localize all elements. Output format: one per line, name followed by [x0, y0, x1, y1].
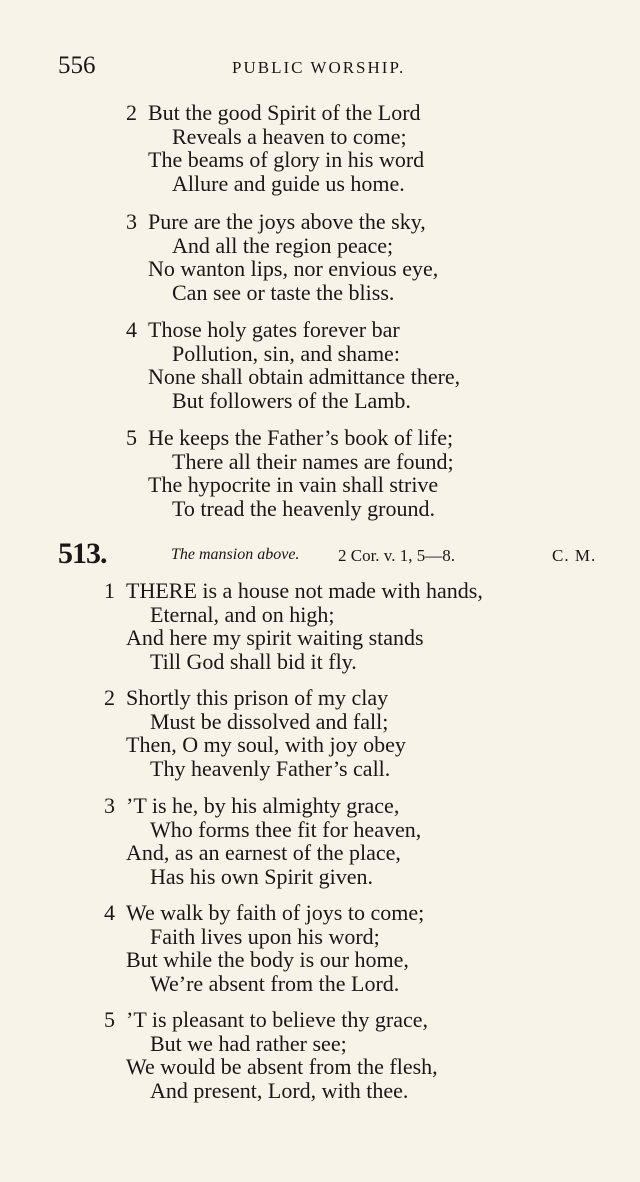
stanza-number: 5: [126, 425, 137, 450]
hymn-number: 513.: [58, 537, 107, 570]
verse-line: We would be absent from the flesh,: [126, 1054, 438, 1079]
verse-line: Till God shall bid it fly.: [150, 648, 357, 674]
verse-line: Faith lives upon his word;: [150, 923, 380, 949]
verse-line: And here my spirit waiting stands: [126, 625, 424, 650]
verse-line: None shall obtain admittance there,: [148, 364, 461, 389]
stanza: [104, 901, 424, 995]
verse-line: 5 He keeps the Father’s book of life;: [126, 425, 454, 450]
stanza: [104, 1008, 438, 1102]
verse-line: 3 ’T is he, by his almighty grace,: [104, 793, 400, 818]
stanza-number: 2: [126, 100, 137, 125]
verse-line: 3 Pure are the joys above the sky,: [126, 209, 426, 234]
verse-line: No wanton lips, nor envious eye,: [148, 256, 439, 281]
verse-line: Reveals a heaven to come;: [172, 123, 407, 149]
verse-line: And all the region peace;: [172, 232, 394, 258]
verse-line: Eternal, and on high;: [150, 601, 335, 627]
verse-line: 4 We walk by faith of joys to come;: [104, 900, 425, 925]
verse-line: The beams of glory in his word: [148, 147, 425, 172]
stanza-number: 1: [104, 578, 115, 603]
verse-line: There all their names are found;: [172, 448, 454, 474]
stanza-number: 5: [104, 1007, 115, 1032]
verse-line: But followers of the Lamb.: [172, 387, 411, 413]
verse-line: Then, O my soul, with joy obey: [126, 732, 406, 757]
stanza-number: 2: [104, 685, 115, 710]
stanza: [126, 318, 460, 412]
verse-line: 1 THERE is a house not made with hands,: [104, 578, 483, 603]
hymn-heading: [58, 537, 606, 570]
stanza: [126, 426, 454, 520]
verse-line: Can see or taste the bliss.: [172, 279, 395, 305]
verse-line: 2 Shortly this prison of my clay: [104, 685, 389, 710]
stanza: [104, 579, 483, 673]
hymn-meter: C. M.: [552, 546, 597, 565]
verse-line: 2 But the good Spirit of the Lord: [126, 100, 421, 125]
stanza-number: 3: [126, 209, 137, 234]
scripture-reference: 2 Cor. v. 1, 5—8.: [338, 546, 455, 565]
verse-line: The hypocrite in vain shall strive: [148, 472, 439, 497]
verse-line: Pollution, sin, and shame:: [172, 340, 400, 366]
verse-line: Must be dissolved and fall;: [150, 708, 389, 734]
stanza-number: 4: [126, 317, 137, 342]
verse-line: But while the body is our home,: [126, 947, 409, 972]
verse-line: And present, Lord, with thee.: [150, 1077, 409, 1103]
verse-line: And, as an earnest of the place,: [126, 840, 401, 865]
stanza: [104, 794, 421, 888]
stanza-number: 3: [104, 793, 115, 818]
verse-line: Who forms thee fit for heaven,: [150, 816, 422, 842]
stanza: [126, 101, 424, 195]
page-number: 556: [58, 52, 96, 79]
verse-line: But we had rather see;: [150, 1030, 347, 1056]
stanza: [104, 686, 406, 780]
stanza: [126, 210, 438, 304]
verse-line: Allure and guide us home.: [172, 170, 405, 196]
verse-line: 4 Those holy gates forever bar: [126, 317, 400, 342]
verse-line: To tread the heavenly ground.: [172, 495, 435, 521]
verse-line: 5 ’T is pleasant to believe thy grace,: [104, 1007, 428, 1032]
stanza-number: 4: [104, 900, 115, 925]
verse-line: Has his own Spirit given.: [150, 863, 374, 889]
running-title: PUBLIC WORSHIP.: [232, 58, 406, 77]
verse-line: Thy heavenly Father’s call.: [150, 755, 391, 781]
hymn-subject: The mansion above.: [171, 546, 300, 563]
verse-line: We’re absent from the Lord.: [150, 970, 400, 996]
